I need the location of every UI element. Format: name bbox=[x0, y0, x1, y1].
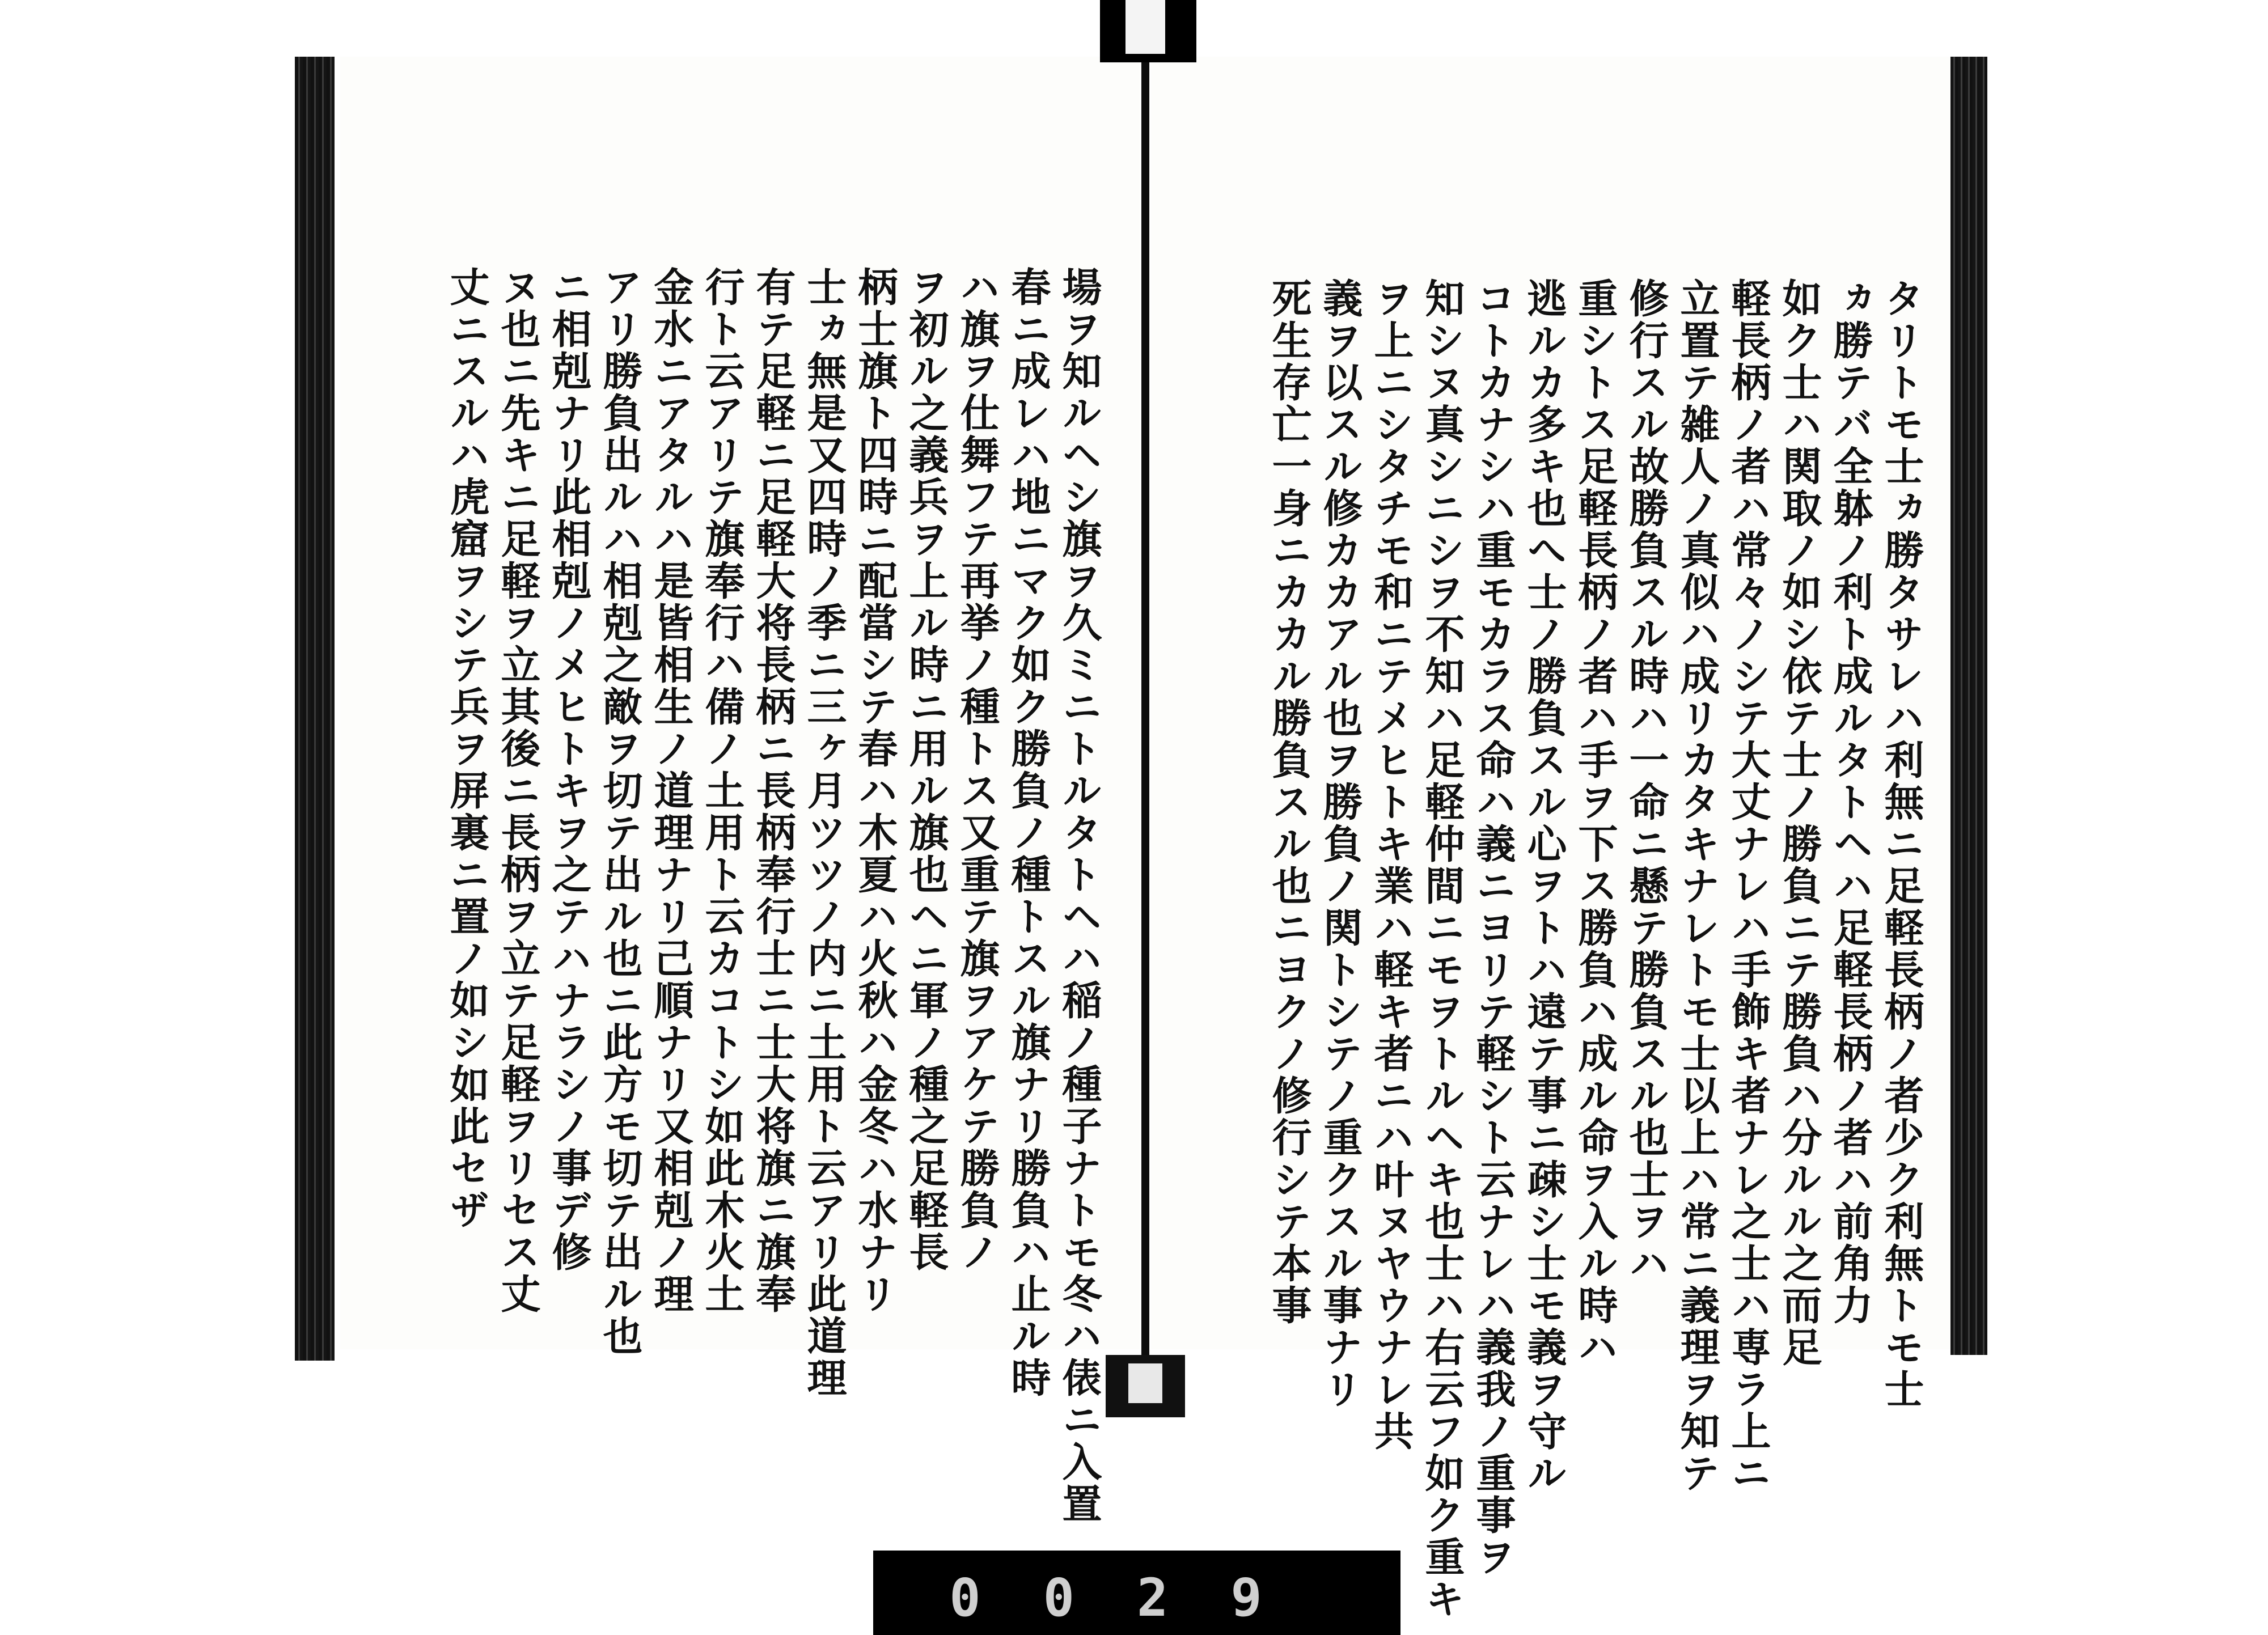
left-page-line-3: ハ旗ヲ仕舞フテ再挙ノ種トス又重テ旗ヲアケテ勝負ノ bbox=[954, 266, 1001, 1273]
right-page-line-10: 知シヌ真シニシヲ不知ハ足軽仲間ニモヲトルヘキ也士ハ右云フ如ク重キ bbox=[1419, 278, 1466, 1620]
bottom-binding-clip bbox=[1106, 1355, 1185, 1417]
right-page-line-11: ヲ上ニシタチモ和ニテメヒトキ業ハ軽キ者ニハ叶ヌヤウナレ共 bbox=[1368, 278, 1415, 1452]
frame-number-label bbox=[873, 1551, 1400, 1635]
left-page-line-6: 士ヵ無是又四時ノ季ニ三ヶ月ツツノ内ニ土用ト云アリ此道理 bbox=[801, 266, 848, 1399]
right-page-line-1: タリトモ士ヵ勝タサレハ利無ニ足軽長柄ノ者少ク利無トモ士 bbox=[1878, 278, 1925, 1410]
left-page-line-1: 場ヲ知ルヘシ旗ヲ久ミニトルタトヘハ稲ノ種子ナトモ冬ハ俵ニ入置 bbox=[1056, 266, 1103, 1525]
right-page-line-13: 死生存亡一身ニカカル勝負スル也ニヨクノ修行シテ本事 bbox=[1266, 278, 1313, 1327]
left-page-line-7: 有テ足軽ニ足軽大将長柄ニ長柄奉行士ニ士大将旗ニ旗奉 bbox=[750, 266, 797, 1315]
right-page-line-4: 軽長柄ノ者ハ常々ノシテ大丈ナレハ手飾キ者ナレ之士ハ専ラ上ニ bbox=[1725, 278, 1772, 1494]
frame-number: 0029 bbox=[949, 1568, 1325, 1628]
right-page-line-12: 義ヲ以スル修カカアル也ヲ勝負ノ関トシテノ重クスル事ナリ bbox=[1317, 278, 1364, 1410]
right-page-line-8: 逃ルカ多キ也へ士ノ勝負スル心ヲトハ遠テ事ニ疎シ士モ義ヲ守ル bbox=[1521, 278, 1568, 1494]
left-page-line-11: ニ相剋ナリ此相剋ノメヒトキヲ之テハナラシノ事デ修 bbox=[545, 266, 593, 1273]
left-page-line-9: 金水ニアタルハ是皆相生ノ道理ナリ己順ナリ又相剋ノ理 bbox=[648, 266, 695, 1315]
right-page-line-9: コトカナシハ重モカラス命ハ義ニヨリテ軽シト云ナレハ義我ノ重事ヲ bbox=[1470, 278, 1517, 1578]
right-page-line-3: 如ク士ハ関取ノ如シ依テ士ノ勝負ニテ勝負ハ分ルル之而足 bbox=[1776, 278, 1823, 1369]
book-gutter bbox=[1141, 45, 1149, 1361]
left-page-line-13: 丈ニスルハ虎窟ヲシテ兵ヲ屏裏ニ置ノ如シ如此セザ bbox=[443, 266, 490, 1231]
right-page-line-7: 重シトス足軽長柄ノ者ハ手ヲ下ス勝負ハ成ル命ヲ入ル時ハ bbox=[1572, 278, 1619, 1369]
left-page-line-4: ヲ初ル之義兵ヲ上ル時ニ用ル旗也ヘニ軍ノ種之足軽長 bbox=[903, 266, 950, 1273]
left-page-line-2: 春ニ成レハ地ニマク如ク勝負ノ種トスル旗ナリ勝負ハ止ル時 bbox=[1005, 266, 1052, 1399]
top-binding-clip bbox=[1100, 0, 1196, 62]
left-page-edge bbox=[295, 57, 335, 1361]
left-page-line-5: 柄士旗ト四時ニ配當シテ春ハ木夏ハ火秋ハ金冬ハ水ナリ bbox=[852, 266, 899, 1315]
left-page-line-12: ヌ也ニ先キニ足軽ヲ立其後ニ長柄ヲ立テ足軽ヲリセス丈 bbox=[494, 266, 541, 1315]
right-page-line-6: 修行スル故勝負スル時ハ一命ニ懸テ勝負スル也士ヲハ bbox=[1623, 278, 1670, 1285]
right-page-line-5: 立置テ雑人ノ真似ハ成リカタキナレトモ士以上ハ常ニ義理ヲ知テ bbox=[1674, 278, 1721, 1494]
left-page-line-10: アリ勝負出ルハ相剋之敵ヲ切テ出ル也ニ此方モ切テ出ル也 bbox=[596, 266, 644, 1357]
left-page-line-8: 行ト云アリテ旗奉行ハ備ノ土用ト云カコトシ如此木火土 bbox=[699, 266, 746, 1315]
right-page-line-2: ヵ勝テバ全躰ノ利ト成ルタトヘハ足軽長柄ノ者ハ前角力 bbox=[1827, 278, 1874, 1327]
right-page-edge bbox=[1950, 57, 1987, 1355]
